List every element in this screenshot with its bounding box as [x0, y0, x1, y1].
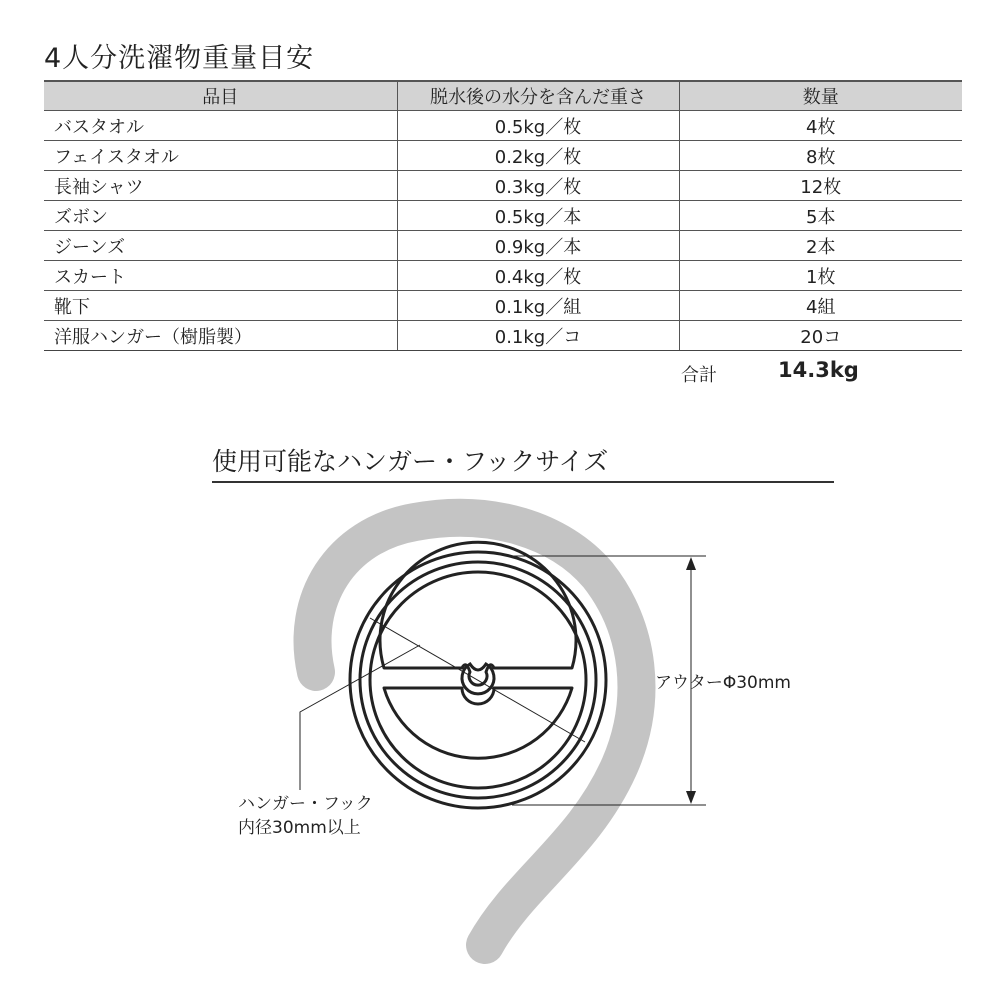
- cell-weight: 0.5kg／本: [397, 201, 679, 231]
- outer-size-label: アウターΦ30mm: [655, 673, 791, 693]
- header-item: 品目: [44, 81, 397, 111]
- cell-weight: 0.1kg／コ: [397, 321, 679, 351]
- cell-weight: 0.2kg／枚: [397, 141, 679, 171]
- cell-quantity: 5本: [679, 201, 962, 231]
- hook-label-line2: 内径30mm以上: [238, 818, 361, 838]
- cell-item: 靴下: [44, 291, 397, 321]
- cell-item: フェイスタオル: [44, 141, 397, 171]
- cell-item: 洋服ハンガー（樹脂製）: [44, 321, 397, 351]
- cell-weight: 0.9kg／本: [397, 231, 679, 261]
- cell-item: ズボン: [44, 201, 397, 231]
- cell-quantity: 4組: [679, 291, 962, 321]
- cell-item: ジーンズ: [44, 231, 397, 261]
- cell-quantity: 20コ: [679, 321, 962, 351]
- total-value: 14.3kg: [778, 358, 859, 382]
- header-quantity: 数量: [679, 81, 962, 111]
- arrow-up-icon: [686, 557, 696, 570]
- cell-weight: 0.5kg／枚: [397, 111, 679, 141]
- cell-quantity: 2本: [679, 231, 962, 261]
- cell-weight: 0.1kg／組: [397, 291, 679, 321]
- cell-item: バスタオル: [44, 111, 397, 141]
- cell-weight: 0.3kg／枚: [397, 171, 679, 201]
- total-label: 合計: [681, 365, 717, 386]
- cell-quantity: 4枚: [679, 111, 962, 141]
- cell-item: 長袖シャツ: [44, 171, 397, 201]
- hook-label-line1: ハンガー・フック: [238, 794, 373, 814]
- cell-item: スカート: [44, 261, 397, 291]
- header-weight: 脱水後の水分を含んだ重さ: [397, 81, 679, 111]
- cell-quantity: 12枚: [679, 171, 962, 201]
- cell-quantity: 1枚: [679, 261, 962, 291]
- cell-quantity: 8枚: [679, 141, 962, 171]
- hanger-size-title: 使用可能なハンガー・フックサイズ: [212, 447, 609, 476]
- arrow-down-icon: [686, 791, 696, 804]
- weights-title: 4人分洗濯物重量目安: [44, 43, 315, 74]
- hook-size-label: [238, 792, 373, 840]
- cell-weight: 0.4kg／枚: [397, 261, 679, 291]
